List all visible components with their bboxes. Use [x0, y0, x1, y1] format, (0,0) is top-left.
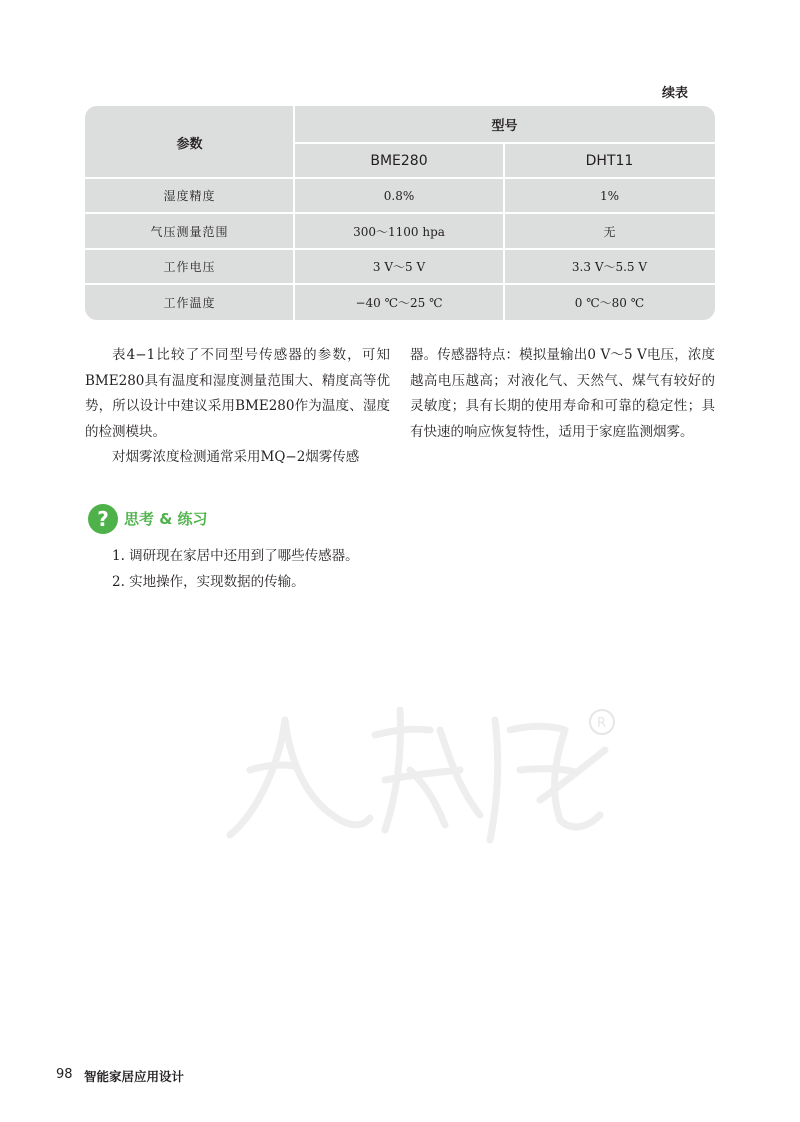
model-header: 型号 — [491, 119, 518, 134]
body-paragraph-2: 对烟雾浓度检测通常采用MQ−2烟雾传感 — [112, 449, 360, 465]
table-divider — [85, 283, 715, 285]
row-param-humidity-accuracy: 湿度精度 — [163, 189, 216, 203]
sensor-spec-table — [85, 106, 715, 320]
table-divider — [293, 106, 295, 320]
dht11-temperature: 0 ℃～80 ℃ — [574, 295, 645, 310]
bme280-pressure-range: 300～1100 hpa — [353, 224, 445, 239]
publisher-watermark — [210, 690, 640, 860]
bme280-voltage: 3 V～5 V — [372, 260, 426, 274]
dht11-voltage: 3.3 V～5.5 V — [571, 260, 648, 274]
model-bme280: BME280 — [370, 152, 428, 169]
continued-table-label: 续表 — [661, 86, 688, 101]
row-param-temperature: 工作温度 — [163, 295, 216, 310]
dht11-pressure-range: 无 — [603, 224, 616, 239]
exercise-item-2: 2. 实地操作，实现数据的传输。 — [112, 574, 305, 590]
row-param-voltage: 工作电压 — [163, 260, 216, 274]
bme280-temperature: −40 ℃～25 ℃ — [355, 295, 443, 310]
table-divider — [85, 177, 715, 179]
dht11-humidity-accuracy: 1% — [599, 188, 620, 203]
model-dht11: DHT11 — [585, 152, 634, 169]
page-number: 98 — [56, 1067, 73, 1082]
body-paragraph-1: 表4−1比较了不同型号传感器的参数，可知BME280具有温度和湿度测量范围大、精度高等优势，所以设计中建议采用BME280作为温度、湿度的检测模块。 — [85, 347, 390, 440]
exercise-item-1: 1. 调研现在家居中还用到了哪些传感器。 — [112, 548, 359, 564]
table-divider — [85, 212, 715, 214]
book-title: 智能家居应用设计 — [84, 1069, 185, 1084]
table-divider — [85, 248, 715, 250]
param-header: 参数 — [176, 136, 203, 152]
body-paragraph-3: 器。传感器特点：模拟量输出0 V～5 V电压，浓度越高电压越高；对液化气、天然气、煤气有较好的灵敏度；具有长期的使用寿命和可靠的稳定性；具有快速的响应恢复特性，适用于家庭监测烟雾。 — [410, 347, 715, 440]
svg-text:R: R — [597, 716, 607, 731]
exercise-title: 思考 & 练习 — [124, 510, 208, 528]
question-icon: ? — [88, 504, 118, 534]
row-param-pressure-range: 气压测量范围 — [150, 224, 229, 239]
table-divider — [503, 142, 505, 320]
bme280-humidity-accuracy: 0.8% — [383, 188, 415, 203]
